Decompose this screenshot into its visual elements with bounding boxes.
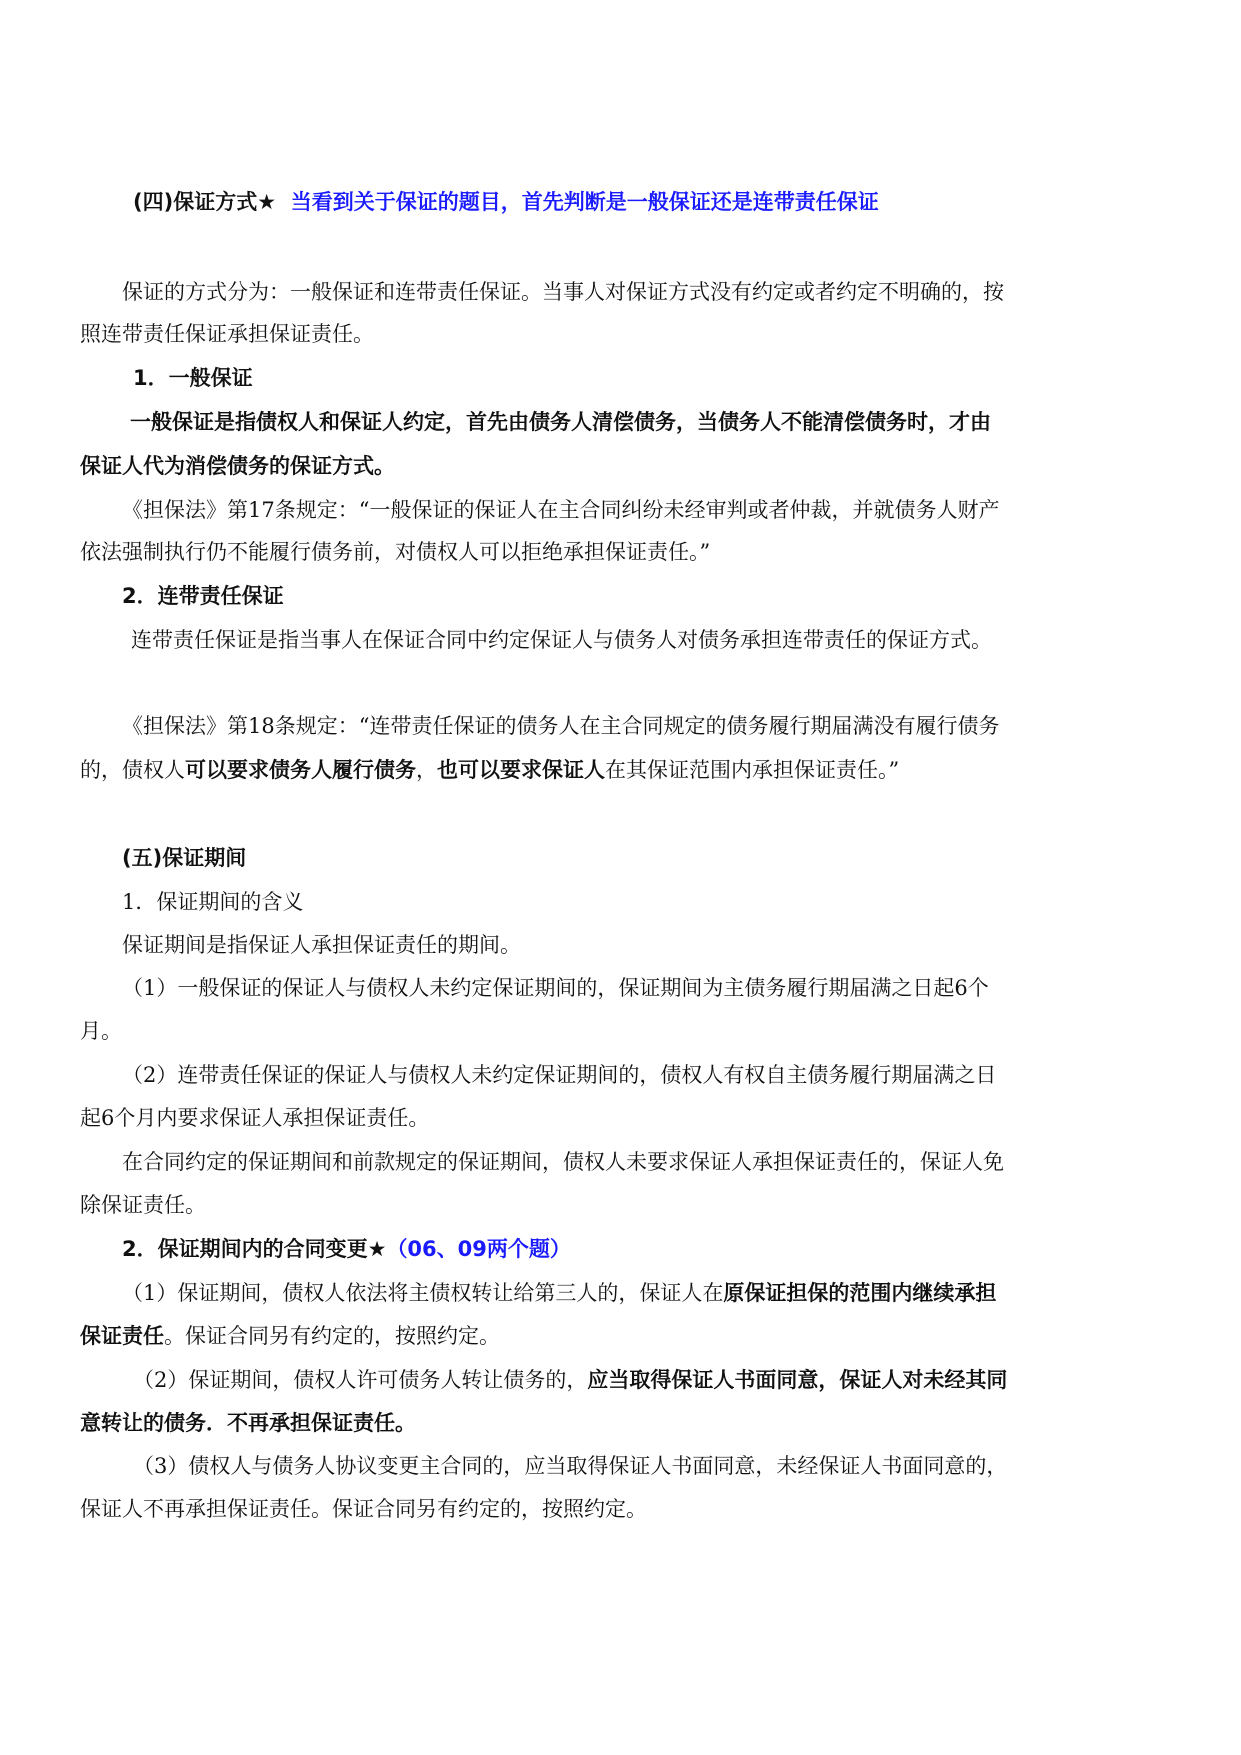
period-subtitle-2-label: 2．保证期间内的合同变更★	[122, 1237, 387, 1261]
law-18-text-a: 的，债权人	[80, 758, 185, 782]
subsection-title-joint-guarantee: 2．连带责任保证	[122, 584, 284, 608]
change-item-1-line-2	[80, 1322, 500, 1350]
section-heading-5: (五)保证期间	[122, 846, 247, 870]
law-18-bold-a: 可以要求债务人履行债务	[185, 758, 416, 782]
period-item-2-line-1: （2）连带责任保证的保证人与债权人未约定保证期间的，债权人有权自主债务履行期届满之日	[122, 1063, 997, 1087]
period-item-3-line-2: 除保证责任。	[80, 1193, 206, 1217]
change-1-text-2: 。保证合同另有约定的，按照约定。	[164, 1324, 500, 1348]
change-item-2-line-2: 意转让的债务．不再承担保证责任。	[80, 1411, 416, 1435]
law-18-bold-b: 也可以要求保证人	[437, 758, 605, 782]
section-heading-4	[133, 188, 879, 216]
law-18-text-b: ，	[416, 758, 437, 782]
change-item-1-line-1	[122, 1279, 996, 1307]
change-item-3-line-1: （3）债权人与债务人协议变更主合同的，应当取得保证人书面同意，未经保证人书面同意的，	[133, 1454, 1008, 1478]
period-subtitle-1: 1．保证期间的含义	[122, 890, 304, 914]
period-subtitle-2	[122, 1235, 571, 1263]
change-1-bold: 原保证担保的范围内继续承担	[723, 1281, 997, 1305]
period-item-1-line-1: （1）一般保证的保证人与债权人未约定保证期间的，保证期间为主债务履行期届满之日起6个	[122, 976, 989, 1000]
law-18-text-c: 在其保证范围内承担保证责任。”	[605, 758, 900, 782]
law-article-17-line-2: 依法强制执行仍不能履行债务前，对债权人可以拒绝承担保证责任。”	[80, 540, 711, 564]
intro-line-1: 保证的方式分为：一般保证和连带责任保证。当事人对保证方式没有约定或者约定不明确的，按	[122, 280, 1004, 304]
heading-4-note: 当看到关于保证的题目，首先判断是一般保证还是连带责任保证	[290, 190, 879, 214]
law-article-18-line-1: 《担保法》第18条规定：“连带责任保证的债务人在主合同规定的债务履行期届满没有履行债务	[122, 714, 1000, 738]
change-2-text: （2）保证期间，债权人许可债务人转让债务的，	[133, 1368, 588, 1392]
law-article-17-line-1: 《担保法》第17条规定：“一般保证的保证人在主合同纠纷未经审判或者仲裁，并就债务人财产	[122, 498, 1000, 522]
change-1-text: （1）保证期间，债权人依法将主债权转让给第三人的，保证人在	[122, 1281, 724, 1305]
period-item-3-line-1: 在合同约定的保证期间和前款规定的保证期间，债权人未要求保证人承担保证责任的，保证人免	[122, 1150, 1004, 1174]
period-item-1-line-2: 月。	[80, 1019, 122, 1043]
period-item-2-line-2: 起6个月内要求保证人承担保证责任。	[80, 1106, 430, 1130]
period-definition: 保证期间是指保证人承担保证责任的期间。	[122, 933, 521, 957]
subsection-title-general-guarantee: 1．一般保证	[133, 366, 253, 390]
general-guarantee-def-line-2: 保证人代为消偿债务的保证方式。	[80, 454, 395, 478]
change-item-3-line-2: 保证人不再承担保证责任。保证合同另有约定的，按照约定。	[80, 1497, 647, 1521]
joint-guarantee-def: 连带责任保证是指当事人在保证合同中约定保证人与债务人对债务承担连带责任的保证方式。	[131, 628, 992, 652]
intro-line-2: 照连带责任保证承担保证责任。	[80, 322, 374, 346]
change-1-bold-2: 保证责任	[80, 1324, 164, 1348]
period-subtitle-2-note: （06、09两个题）	[386, 1237, 571, 1261]
general-guarantee-def-line-1: 一般保证是指债权人和保证人约定，首先由债务人清偿债务，当债务人不能清偿债务时，才由	[130, 410, 991, 434]
heading-4-label: (四)保证方式★	[133, 190, 277, 214]
change-2-bold: 应当取得保证人书面同意，保证人对未经其同	[587, 1368, 1008, 1392]
law-article-18-line-2	[80, 756, 899, 784]
change-item-2-line-1	[133, 1366, 1007, 1394]
